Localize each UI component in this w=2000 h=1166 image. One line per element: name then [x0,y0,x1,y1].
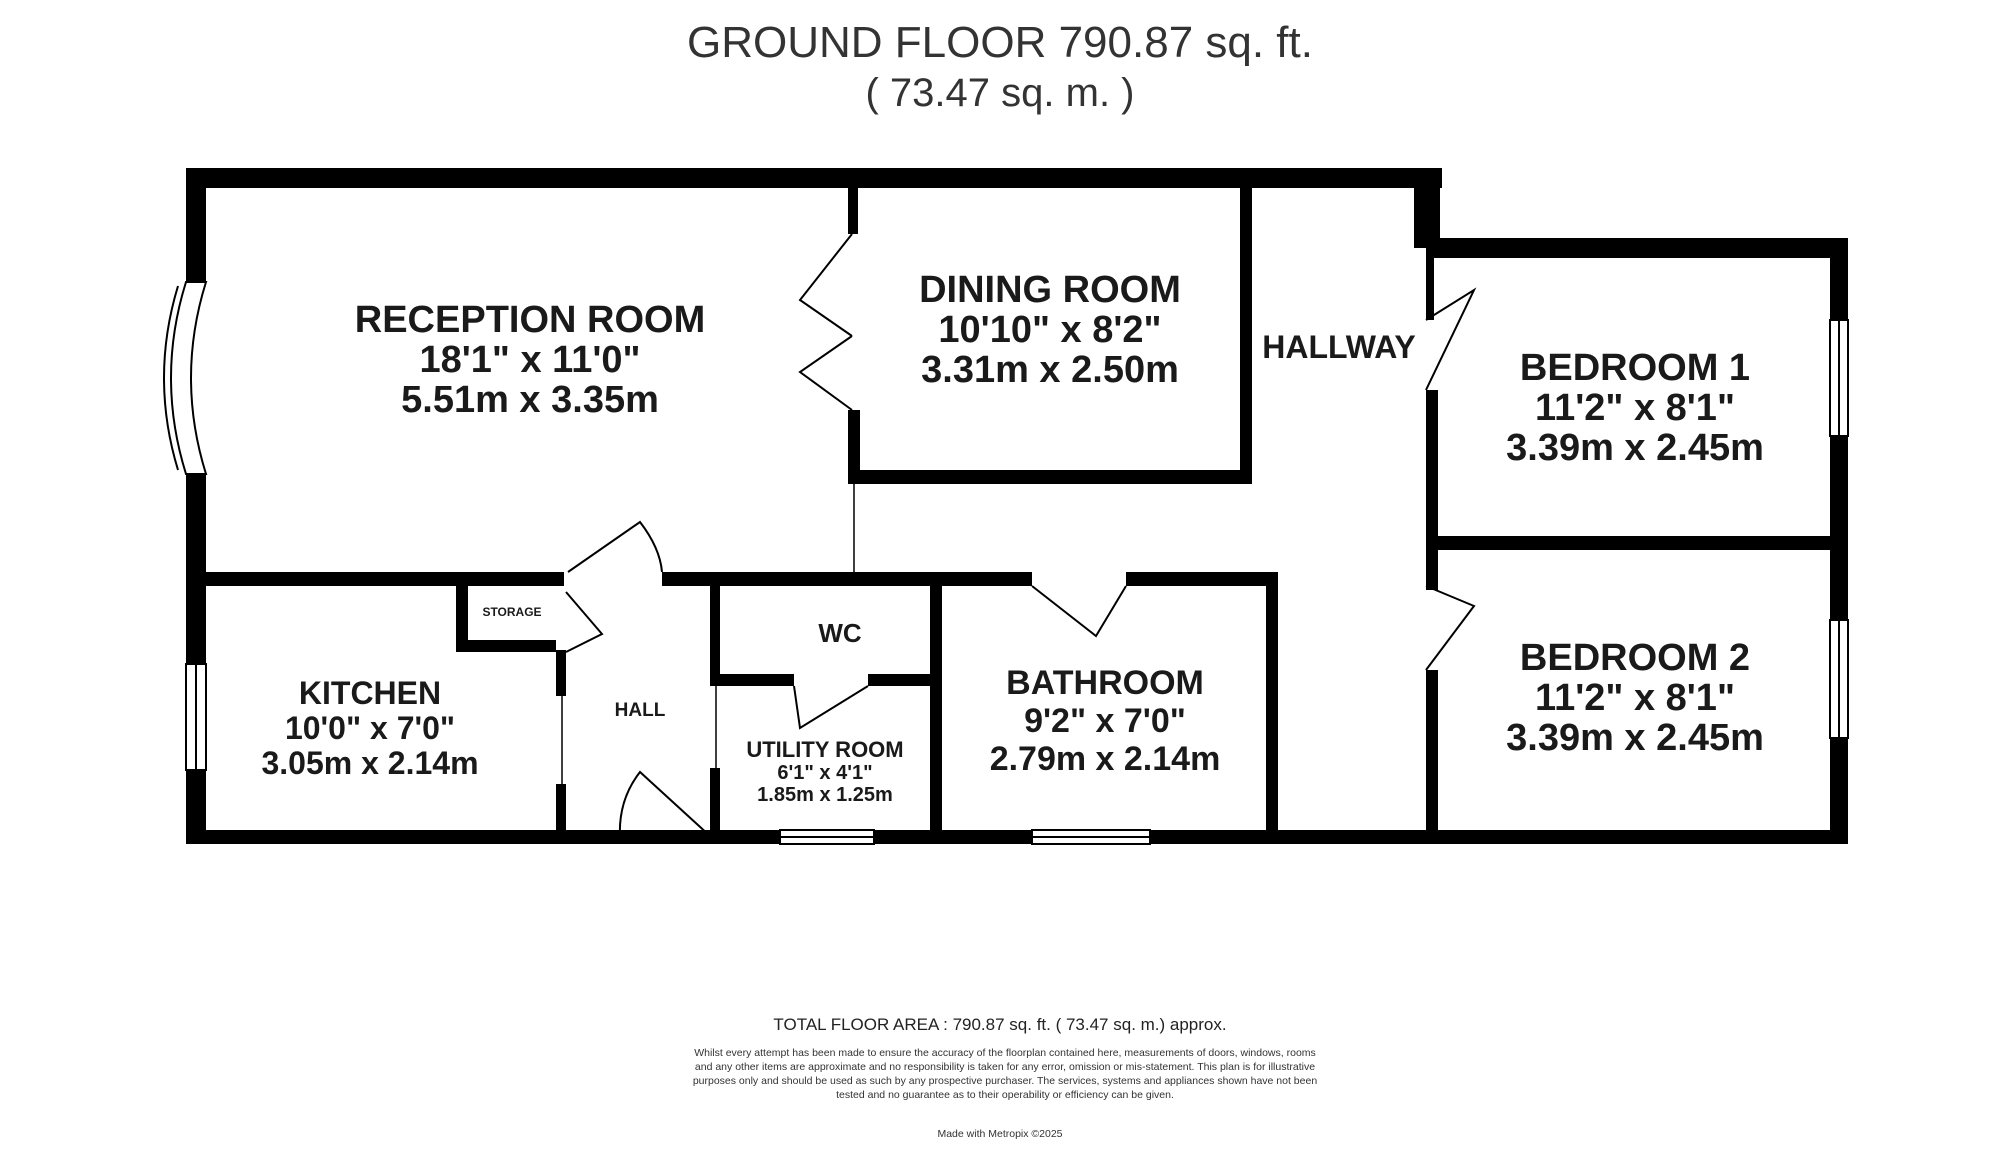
room-name: BEDROOM 2 [1519,637,1751,679]
room-name: UTILITY ROOM [746,737,904,762]
total-floor-area: TOTAL FLOOR AREA : 790.87 sq. ft. ( 73.47 sq. m.) approx. [773,1015,1227,1034]
room-label-hallway [1254,330,1424,364]
room-name: STORAGE [482,605,542,619]
room-size-imperial: 18'1" x 11'0" [419,339,641,381]
outer-wall-left-mid [186,474,206,664]
wall-hallway-bed2-bottom [1426,670,1438,844]
room-size-metric: 3.05m x 2.14m [261,745,479,781]
room-size-metric: 1.85m x 1.25m [757,784,893,806]
room-label-dining [880,270,1220,390]
room-size-metric: 3.31m x 2.50m [921,349,1179,391]
room-size-imperial: 6'1" x 4'1" [777,762,873,784]
room-size-imperial: 11'2" x 8'1" [1535,677,1735,719]
wall-mid-center [662,572,1032,586]
room-label-storage [470,604,554,620]
wall-reception-dining-top [848,188,858,234]
door-storage [566,592,602,652]
wall-mid-left [186,572,564,586]
wall-dining-right [1240,188,1252,484]
outer-wall-top-right [1426,238,1848,258]
wall-kitchen-right-top [556,650,566,696]
bay-window [171,282,206,474]
outer-wall-left-top [186,168,206,282]
wall-storage-bottom [456,640,556,652]
wall-hallway-bed1-top [1426,240,1434,320]
room-size-metric: 5.51m x 3.35m [401,379,659,421]
room-name: BEDROOM 1 [1519,347,1751,389]
room-label-hall [590,700,690,722]
outer-wall-bottom [186,830,1848,844]
door-hallway-bedroom2 [1426,586,1474,670]
wall-mid-bath [1126,572,1276,586]
room-label-bedroom1 [1470,348,1800,468]
outer-wall-left-bottom [186,770,206,844]
wall-hall-utility-bottom [710,768,720,844]
wall-wc-utility-right [868,674,934,686]
room-name: BATHROOM [1006,664,1204,702]
room-name: HALLWAY [1262,329,1416,365]
room-label-kitchen [240,676,500,781]
room-label-bathroom [950,664,1260,778]
wall-wc-bath [930,572,942,844]
outer-wall-top [186,168,1442,188]
room-name: RECEPTION ROOM [354,299,706,341]
wall-hall-utility-top [710,586,720,680]
room-name: DINING ROOM [919,269,1181,311]
room-name: HALL [614,700,666,721]
floor-title: GROUND FLOOR 790.87 sq. ft. [687,18,1313,67]
door-bathroom [1032,586,1126,636]
door-reception-dining [800,234,852,410]
wall-dining-bottom [848,470,1252,484]
wall-bed-divider [1426,536,1840,550]
wall-hallway-bed2-top [1426,550,1438,586]
room-name: KITCHEN [298,675,442,711]
door-wc [794,686,868,728]
wall-wc-utility-left [710,674,794,686]
room-size-metric: 3.39m x 2.45m [1506,717,1764,759]
disclaimer-text: Whilst every attempt has been made to ensure the accuracy of the floorplan contained here, measurements of doors, windows, rooms and any other items are approximate and no responsibility is taken for any error, omission or mis-statement. This plan is for illustrative purposes only and should be used as such by any prospective purchaser. The services, systems and appliances shown have not been tested and no guarantee as to their operability or efficiency can be given. [692,1047,1318,1101]
wall-reception-dining-bottom [848,410,860,478]
room-name: WC [818,618,862,648]
room-size-imperial: 10'10" x 8'2" [938,309,1162,351]
door-hall-exit [620,772,710,838]
wall-bath-right [1266,572,1278,844]
credit-text: Made with Metropix ©2025 [937,1128,1063,1140]
room-size-metric: 2.79m x 2.14m [989,740,1221,778]
wall-kitchen-right-bottom [556,784,566,844]
room-size-imperial: 11'2" x 8'1" [1535,387,1735,429]
room-label-bedroom2 [1470,638,1800,758]
door-reception-hall [568,522,662,572]
room-label-utility [722,738,928,806]
room-label-wc [770,620,910,647]
room-label-reception [330,300,730,420]
room-size-imperial: 10'0" x 7'0" [284,710,456,746]
wall-hallway-left-top [1414,188,1426,248]
room-size-metric: 3.39m x 2.45m [1506,427,1764,469]
room-size-imperial: 9'2" x 7'0" [1024,702,1186,740]
floor-area-metric: ( 73.47 sq. m. ) [865,71,1135,115]
